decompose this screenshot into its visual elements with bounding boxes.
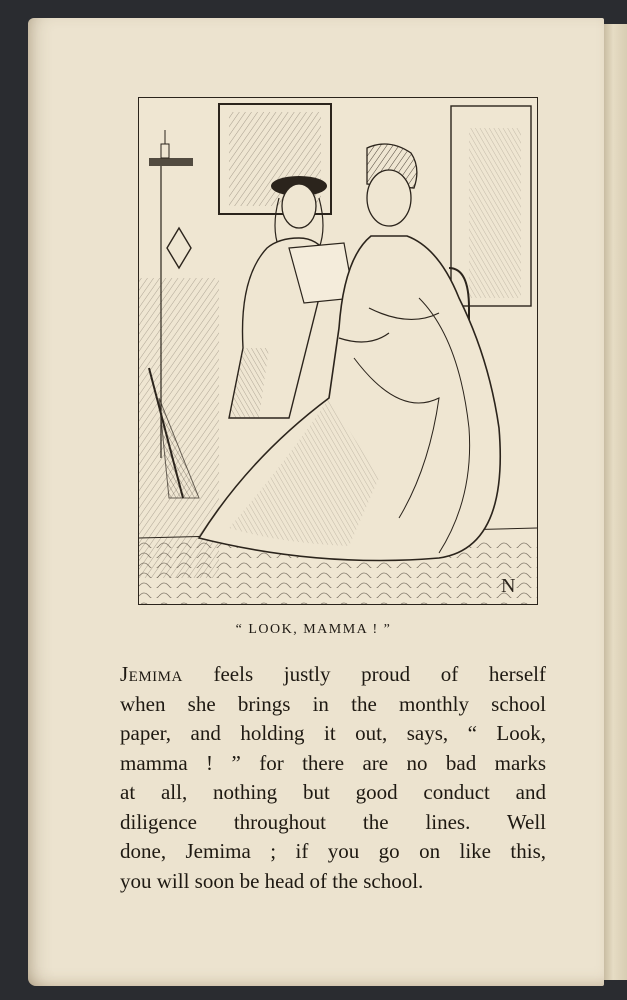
text-line-5: at all, nothing but good conduct and: [120, 780, 546, 804]
first-word: Jemima: [120, 662, 183, 686]
illustration-caption: “ LOOK, MAMMA ! ”: [235, 622, 392, 637]
text-line-2: when she brings in the monthly school: [120, 691, 546, 716]
page-edge: [604, 24, 627, 980]
text-line-7: done, Jemima ; if you go on like this,: [120, 839, 546, 863]
text-line-6: diligence throughout the lines. Well: [120, 809, 546, 834]
text-line-1: Jemima feels justly proud of herself: [120, 662, 546, 686]
text-line-8: you will soon be head of the school.: [120, 868, 424, 893]
text-line-3: paper, and holding it out, says, “ Look,: [120, 721, 546, 745]
text-line-4: mamma ! ” for there are no bad marks: [120, 750, 546, 775]
svg-text:N: N: [501, 575, 516, 597]
story-paragraph: [120, 660, 546, 896]
engraving-illustration: [138, 97, 538, 605]
